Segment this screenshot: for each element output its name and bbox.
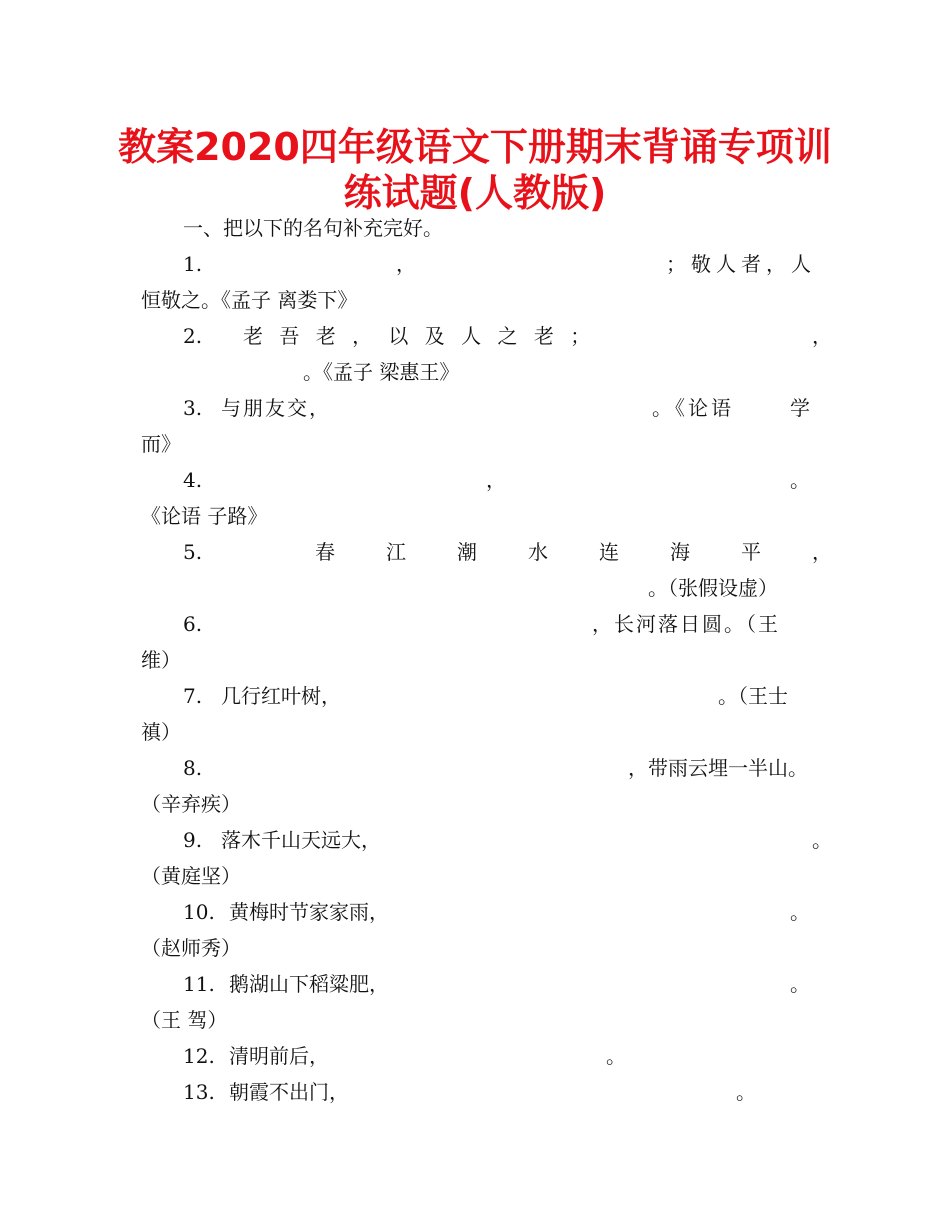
item-punct: ， xyxy=(486,468,506,492)
item-number: 5. xyxy=(183,540,203,564)
item-text: ，长河落日圆。（王 xyxy=(592,612,780,636)
item-number: 1. xyxy=(183,252,203,276)
item-word: 潮 xyxy=(457,540,477,564)
item-number: 9. xyxy=(183,828,203,852)
item-text: ；敬人者，人 xyxy=(666,252,816,276)
item-punct-end: 。 xyxy=(790,900,810,924)
item-number: 13. xyxy=(183,1080,215,1104)
item-text: 老 吾 老 ， 以 及 人 之 老 ； xyxy=(243,324,596,348)
item-number: 11. xyxy=(183,972,215,996)
item-number: 2. xyxy=(183,324,203,348)
item-punct-end: 。 xyxy=(606,1044,626,1068)
item-number: 12. xyxy=(183,1044,215,1068)
item-text: 鹅湖山下稻粱肥， xyxy=(229,972,389,996)
item-text: 与朋友交， xyxy=(221,396,331,420)
item-continuation: （赵师秀） xyxy=(141,936,241,960)
item-punct: ， xyxy=(396,252,416,276)
item-text: ，带雨云埋一半山。 xyxy=(628,756,808,780)
document-title-line-2: 练试题(人教版) xyxy=(343,171,607,215)
item-text: 几行红叶树， xyxy=(221,684,341,708)
item-continuation: （辛弃疾） xyxy=(141,792,241,816)
item-word: 连 xyxy=(599,540,619,564)
item-punct-end: 。 xyxy=(736,1080,756,1104)
item-number: 4. xyxy=(183,468,203,492)
item-number: 8. xyxy=(183,756,203,780)
item-number: 7. xyxy=(183,684,203,708)
item-word: 春 xyxy=(315,540,335,564)
item-continuation: 恒敬之。《孟子 离娄下》 xyxy=(141,288,358,312)
item-text-tail: 。《论语 xyxy=(652,396,734,420)
item-word: 水 xyxy=(528,540,548,564)
item-continuation: 。（张假设虚） xyxy=(648,576,778,600)
section-heading: 一、把以下的名句补充完好。 xyxy=(183,216,443,240)
item-number: 6. xyxy=(183,612,203,636)
item-word: 平 xyxy=(741,540,761,564)
item-word: ， xyxy=(812,540,832,564)
item-punct-end: 。 xyxy=(790,972,810,996)
item-continuation: （王 驾） xyxy=(141,1008,228,1032)
item-word: 江 xyxy=(386,540,406,564)
item-text: 朝霞不出门， xyxy=(229,1080,349,1104)
item-punct-end: 。 xyxy=(790,468,810,492)
item-number: 10. xyxy=(183,900,215,924)
document-title-line-1: 教案2020四年级语文下册期末背诵专项训 xyxy=(118,125,832,169)
item-continuation: （黄庭坚） xyxy=(141,864,241,888)
item-continuation: 《论语 子路》 xyxy=(141,504,268,528)
item-text: 落木千山天远大， xyxy=(221,828,381,852)
item-text: 清明前后， xyxy=(229,1044,329,1068)
item-text: 黄梅时节家家雨， xyxy=(229,900,389,924)
item-punct-end: 。 xyxy=(812,828,832,852)
item-punct: ， xyxy=(812,324,832,348)
item-continuation: 。《孟子 梁惠王》 xyxy=(303,360,460,384)
item-text-tail-2: 学 xyxy=(790,396,810,420)
item-continuation: 维） xyxy=(141,648,181,672)
item-word: 海 xyxy=(670,540,690,564)
item-number: 3. xyxy=(183,396,203,420)
item-continuation: 而》 xyxy=(141,432,181,456)
item-continuation: 禛） xyxy=(141,720,181,744)
item-text-tail: 。（王士 xyxy=(718,684,788,708)
